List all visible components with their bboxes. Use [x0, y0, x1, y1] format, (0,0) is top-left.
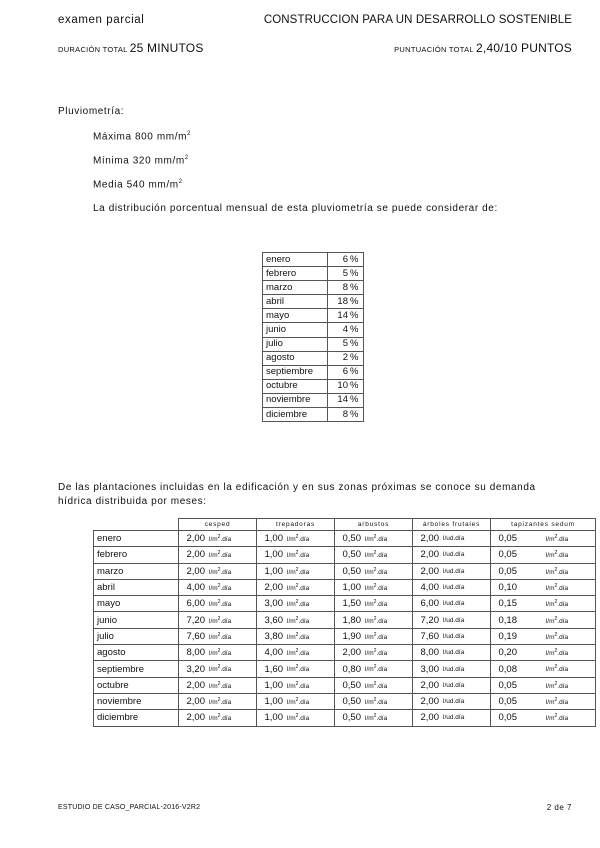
cesped-unit: $l/m^2.día$ [207, 612, 257, 628]
duration-label: DURACIÓN TOTAL [58, 45, 128, 54]
table-row [263, 379, 364, 393]
arboles-value: 6,00 [413, 596, 442, 612]
cesped-value: 2,00 [179, 531, 208, 547]
trepadoras-unit: $l/m^2.día$ [285, 645, 335, 661]
cesped-unit: $l/m^2.día$ [207, 677, 257, 693]
percent-value: 6 [328, 365, 351, 379]
arbustos-unit: $l/m^2.día$ [363, 645, 413, 661]
arbustos-value: 0,50 [335, 710, 364, 726]
arbustos-unit: $l/m^2.día$ [363, 596, 413, 612]
percent-unit: % [350, 267, 364, 281]
percent-unit: % [350, 309, 364, 323]
percent-value: 14 [328, 309, 351, 323]
arboles-value: 2,00 [413, 677, 442, 693]
arbustos-unit: $l/m^2.día$ [363, 710, 413, 726]
trepadoras-unit: $l/m^2.día$ [285, 677, 335, 693]
arboles-unit: l/ud.día [441, 710, 491, 726]
arbustos-value: 0,80 [335, 661, 364, 677]
cesped-value: 2,00 [179, 677, 208, 693]
month-cell: octubre [94, 677, 179, 693]
table-row [94, 661, 596, 677]
arbustos-unit: $l/m^2.día$ [363, 661, 413, 677]
month-cell: marzo [94, 563, 179, 579]
table-row [263, 365, 364, 379]
month-cell: abril [263, 295, 328, 309]
tapizantes-unit: $l/m^2.día$ [519, 547, 596, 563]
month-cell: noviembre [94, 693, 179, 709]
arboles-value: 8,00 [413, 645, 442, 661]
distribution-intro: La distribución porcentual mensual de esta pluviometría se puede considerar de: [93, 203, 498, 214]
arbustos-value: 0,50 [335, 693, 364, 709]
arbustos-unit: $l/m^2.día$ [363, 563, 413, 579]
month-cell: enero [94, 531, 179, 547]
arbustos-value: 1,90 [335, 628, 364, 644]
trepadoras-value: 1,00 [257, 547, 286, 563]
percent-value: 5 [328, 267, 351, 281]
trepadoras-unit: $l/m^2.día$ [285, 661, 335, 677]
percent-value: 5 [328, 337, 351, 351]
tapizantes-unit: $l/m^2.día$ [519, 612, 596, 628]
cesped-value: 2,00 [179, 563, 208, 579]
arbustos-value: 0,50 [335, 547, 364, 563]
header-arbustos: arbustos [335, 519, 413, 531]
tapizantes-value: 0,05 [491, 563, 520, 579]
cesped-unit: $l/m^2.día$ [207, 596, 257, 612]
month-cell: agosto [94, 645, 179, 661]
arbustos-value: 1,00 [335, 579, 364, 595]
percent-value: 18 [328, 295, 351, 309]
cesped-unit: $l/m^2.día$ [207, 628, 257, 644]
table-row [263, 281, 364, 295]
arboles-value: 3,00 [413, 661, 442, 677]
arbustos-unit: $l/m^2.día$ [363, 531, 413, 547]
tapizantes-unit: $l/m^2.día$ [519, 677, 596, 693]
tapizantes-unit: $l/m^2.día$ [519, 596, 596, 612]
arboles-unit: l/ud.día [441, 661, 491, 677]
arbustos-value: 0,50 [335, 677, 364, 693]
arbustos-unit: $l/m^2.día$ [363, 547, 413, 563]
percent-unit: % [350, 323, 364, 337]
percent-unit: % [350, 295, 364, 309]
arboles-value: 2,00 [413, 531, 442, 547]
arboles-unit: l/ud.día [441, 628, 491, 644]
pluviometry-avg: Media 540 $mm/m^2$ [93, 179, 183, 191]
month-cell: agosto [263, 351, 328, 365]
cesped-value: 2,00 [179, 693, 208, 709]
distribution-table [262, 252, 364, 422]
arbustos-unit: $l/m^2.día$ [363, 612, 413, 628]
cesped-value: 8,00 [179, 645, 208, 661]
table-row [263, 351, 364, 365]
arboles-value: 2,00 [413, 563, 442, 579]
pluviometry-min: Mínima 320 $mm/m^2$ [93, 155, 189, 167]
arboles-unit: l/ud.día [441, 596, 491, 612]
arbustos-unit: $l/m^2.día$ [363, 579, 413, 595]
month-cell: septiembre [263, 365, 328, 379]
cesped-value: 7,20 [179, 612, 208, 628]
duration [58, 41, 204, 55]
cesped-value: 2,00 [179, 710, 208, 726]
table-row [94, 693, 596, 709]
tapizantes-value: 0,19 [491, 628, 520, 644]
table-row [263, 337, 364, 351]
tapizantes-value: 0,15 [491, 596, 520, 612]
table-row [263, 253, 364, 267]
cesped-value: 6,00 [179, 596, 208, 612]
tapizantes-value: 0,05 [491, 677, 520, 693]
tapizantes-value: 0,10 [491, 579, 520, 595]
cesped-value: 7,60 [179, 628, 208, 644]
percent-unit: % [350, 351, 364, 365]
month-cell: mayo [94, 596, 179, 612]
arboles-unit: l/ud.día [441, 693, 491, 709]
cesped-unit: $l/m^2.día$ [207, 661, 257, 677]
score-label: PUNTUACIÓN TOTAL [394, 45, 474, 54]
table-row [94, 563, 596, 579]
cesped-value: 3,20 [179, 661, 208, 677]
arbustos-unit: $l/m^2.día$ [363, 628, 413, 644]
percent-unit: % [350, 379, 364, 393]
pluviometry-title: Pluviometría: [58, 106, 125, 117]
arboles-unit: l/ud.día [441, 547, 491, 563]
table-row [263, 309, 364, 323]
month-cell: abril [94, 579, 179, 595]
demand-header-blank [94, 519, 179, 531]
table-row [94, 579, 596, 595]
month-cell: marzo [263, 281, 328, 295]
table-row [263, 408, 364, 422]
month-cell: julio [263, 337, 328, 351]
table-row [94, 596, 596, 612]
pluviometry-max: Máxima 800 $mm/m^2$ [93, 131, 191, 143]
trepadoras-unit: $l/m^2.día$ [285, 612, 335, 628]
percent-unit: % [350, 408, 364, 422]
arboles-value: 4,00 [413, 579, 442, 595]
tapizantes-value: 0,08 [491, 661, 520, 677]
month-cell: febrero [263, 267, 328, 281]
demand-table [93, 518, 596, 727]
trepadoras-value: 3,60 [257, 612, 286, 628]
trepadoras-value: 4,00 [257, 645, 286, 661]
percent-value: 4 [328, 323, 351, 337]
header-cesped: cesped [179, 519, 257, 531]
trepadoras-unit: $l/m^2.día$ [285, 596, 335, 612]
score [394, 41, 572, 55]
trepadoras-value: 1,00 [257, 677, 286, 693]
exam-type: examen parcial [58, 14, 145, 26]
tapizantes-unit: $l/m^2.día$ [519, 628, 596, 644]
month-cell: diciembre [94, 710, 179, 726]
arboles-unit: l/ud.día [441, 612, 491, 628]
tapizantes-value: 0,20 [491, 645, 520, 661]
percent-value: 8 [328, 408, 351, 422]
tapizantes-value: 0,18 [491, 612, 520, 628]
tapizantes-unit: $l/m^2.día$ [519, 710, 596, 726]
percent-value: 8 [328, 281, 351, 295]
tapizantes-unit: $l/m^2.día$ [519, 563, 596, 579]
demand-header-row [94, 519, 596, 531]
arboles-value: 2,00 [413, 710, 442, 726]
arbustos-value: 2,00 [335, 645, 364, 661]
trepadoras-value: 3,00 [257, 596, 286, 612]
trepadoras-unit: $l/m^2.día$ [285, 693, 335, 709]
trepadoras-value: 1,60 [257, 661, 286, 677]
duration-value: 25 MINUTOS [129, 41, 204, 55]
header-trepadoras: trepadoras [257, 519, 335, 531]
percent-unit: % [350, 337, 364, 351]
tapizantes-value: 0,05 [491, 531, 520, 547]
tapizantes-unit: $l/m^2.día$ [519, 579, 596, 595]
percent-value: 6 [328, 253, 351, 267]
table-row [94, 628, 596, 644]
cesped-unit: $l/m^2.día$ [207, 579, 257, 595]
score-value: 2,40/10 PUNTOS [476, 41, 572, 55]
cesped-unit: $l/m^2.día$ [207, 710, 257, 726]
table-row [263, 267, 364, 281]
tapizantes-unit: $l/m^2.día$ [519, 693, 596, 709]
percent-unit: % [350, 365, 364, 379]
percent-value: 2 [328, 351, 351, 365]
footer-doc-id: ESTUDIO DE CASO_PARCIAL-2016-V2R2 [58, 804, 201, 811]
month-cell: octubre [263, 379, 328, 393]
trepadoras-unit: $l/m^2.día$ [285, 563, 335, 579]
cesped-unit: $l/m^2.día$ [207, 563, 257, 579]
arboles-unit: l/ud.día [441, 563, 491, 579]
trepadoras-value: 1,00 [257, 563, 286, 579]
arbustos-value: 1,50 [335, 596, 364, 612]
tapizantes-value: 0,05 [491, 547, 520, 563]
arboles-unit: l/ud.día [441, 531, 491, 547]
cesped-value: 4,00 [179, 579, 208, 595]
arboles-unit: l/ud.día [441, 579, 491, 595]
header-tapizantes: tapizantes sedum [491, 519, 596, 531]
trepadoras-value: 1,00 [257, 693, 286, 709]
tapizantes-unit: $l/m^2.día$ [519, 645, 596, 661]
arbustos-unit: $l/m^2.día$ [363, 693, 413, 709]
month-cell: diciembre [263, 408, 328, 422]
page-number: 2 de 7 [546, 803, 572, 812]
header-arboles: árboles frutales [413, 519, 491, 531]
trepadoras-unit: $l/m^2.día$ [285, 628, 335, 644]
table-row [94, 645, 596, 661]
arbustos-value: 1,80 [335, 612, 364, 628]
tapizantes-value: 0,05 [491, 710, 520, 726]
trepadoras-unit: $l/m^2.día$ [285, 710, 335, 726]
percent-value: 14 [328, 393, 351, 407]
trepadoras-unit: $l/m^2.día$ [285, 531, 335, 547]
percent-unit: % [350, 281, 364, 295]
trepadoras-value: 3,80 [257, 628, 286, 644]
arboles-unit: l/ud.día [441, 645, 491, 661]
trepadoras-value: 1,00 [257, 710, 286, 726]
tapizantes-unit: $l/m^2.día$ [519, 661, 596, 677]
table-row [263, 295, 364, 309]
table-row [94, 677, 596, 693]
trepadoras-value: 2,00 [257, 579, 286, 595]
month-cell: febrero [94, 547, 179, 563]
cesped-unit: $l/m^2.día$ [207, 645, 257, 661]
trepadoras-unit: $l/m^2.día$ [285, 547, 335, 563]
arboles-value: 7,20 [413, 612, 442, 628]
cesped-value: 2,00 [179, 547, 208, 563]
table-row [263, 323, 364, 337]
table-row [94, 531, 596, 547]
month-cell: junio [263, 323, 328, 337]
tapizantes-value: 0,05 [491, 693, 520, 709]
trepadoras-value: 1,00 [257, 531, 286, 547]
trepadoras-unit: $l/m^2.día$ [285, 579, 335, 595]
table-row [94, 710, 596, 726]
table-row [94, 547, 596, 563]
arbustos-unit: $l/m^2.día$ [363, 677, 413, 693]
arboles-unit: l/ud.día [441, 677, 491, 693]
course-title: CONSTRUCCION PARA UN DESARROLLO SOSTENIBLE [263, 14, 572, 26]
demand-intro: De las plantaciones incluidas en la edificación y en sus zonas próximas se conoce su demanda hídrica distribuida por meses: [58, 482, 536, 507]
month-cell: noviembre [263, 393, 328, 407]
table-row [94, 612, 596, 628]
month-cell: junio [94, 612, 179, 628]
arboles-value: 7,60 [413, 628, 442, 644]
arboles-value: 2,00 [413, 547, 442, 563]
percent-value: 10 [328, 379, 351, 393]
arbustos-value: 0,50 [335, 563, 364, 579]
arboles-value: 2,00 [413, 693, 442, 709]
tapizantes-unit: $l/m^2.día$ [519, 531, 596, 547]
arbustos-value: 0,50 [335, 531, 364, 547]
percent-unit: % [350, 253, 364, 267]
month-cell: julio [94, 628, 179, 644]
table-row [263, 393, 364, 407]
cesped-unit: $l/m^2.día$ [207, 531, 257, 547]
percent-unit: % [350, 393, 364, 407]
month-cell: enero [263, 253, 328, 267]
month-cell: septiembre [94, 661, 179, 677]
cesped-unit: $l/m^2.día$ [207, 547, 257, 563]
month-cell: mayo [263, 309, 328, 323]
cesped-unit: $l/m^2.día$ [207, 693, 257, 709]
